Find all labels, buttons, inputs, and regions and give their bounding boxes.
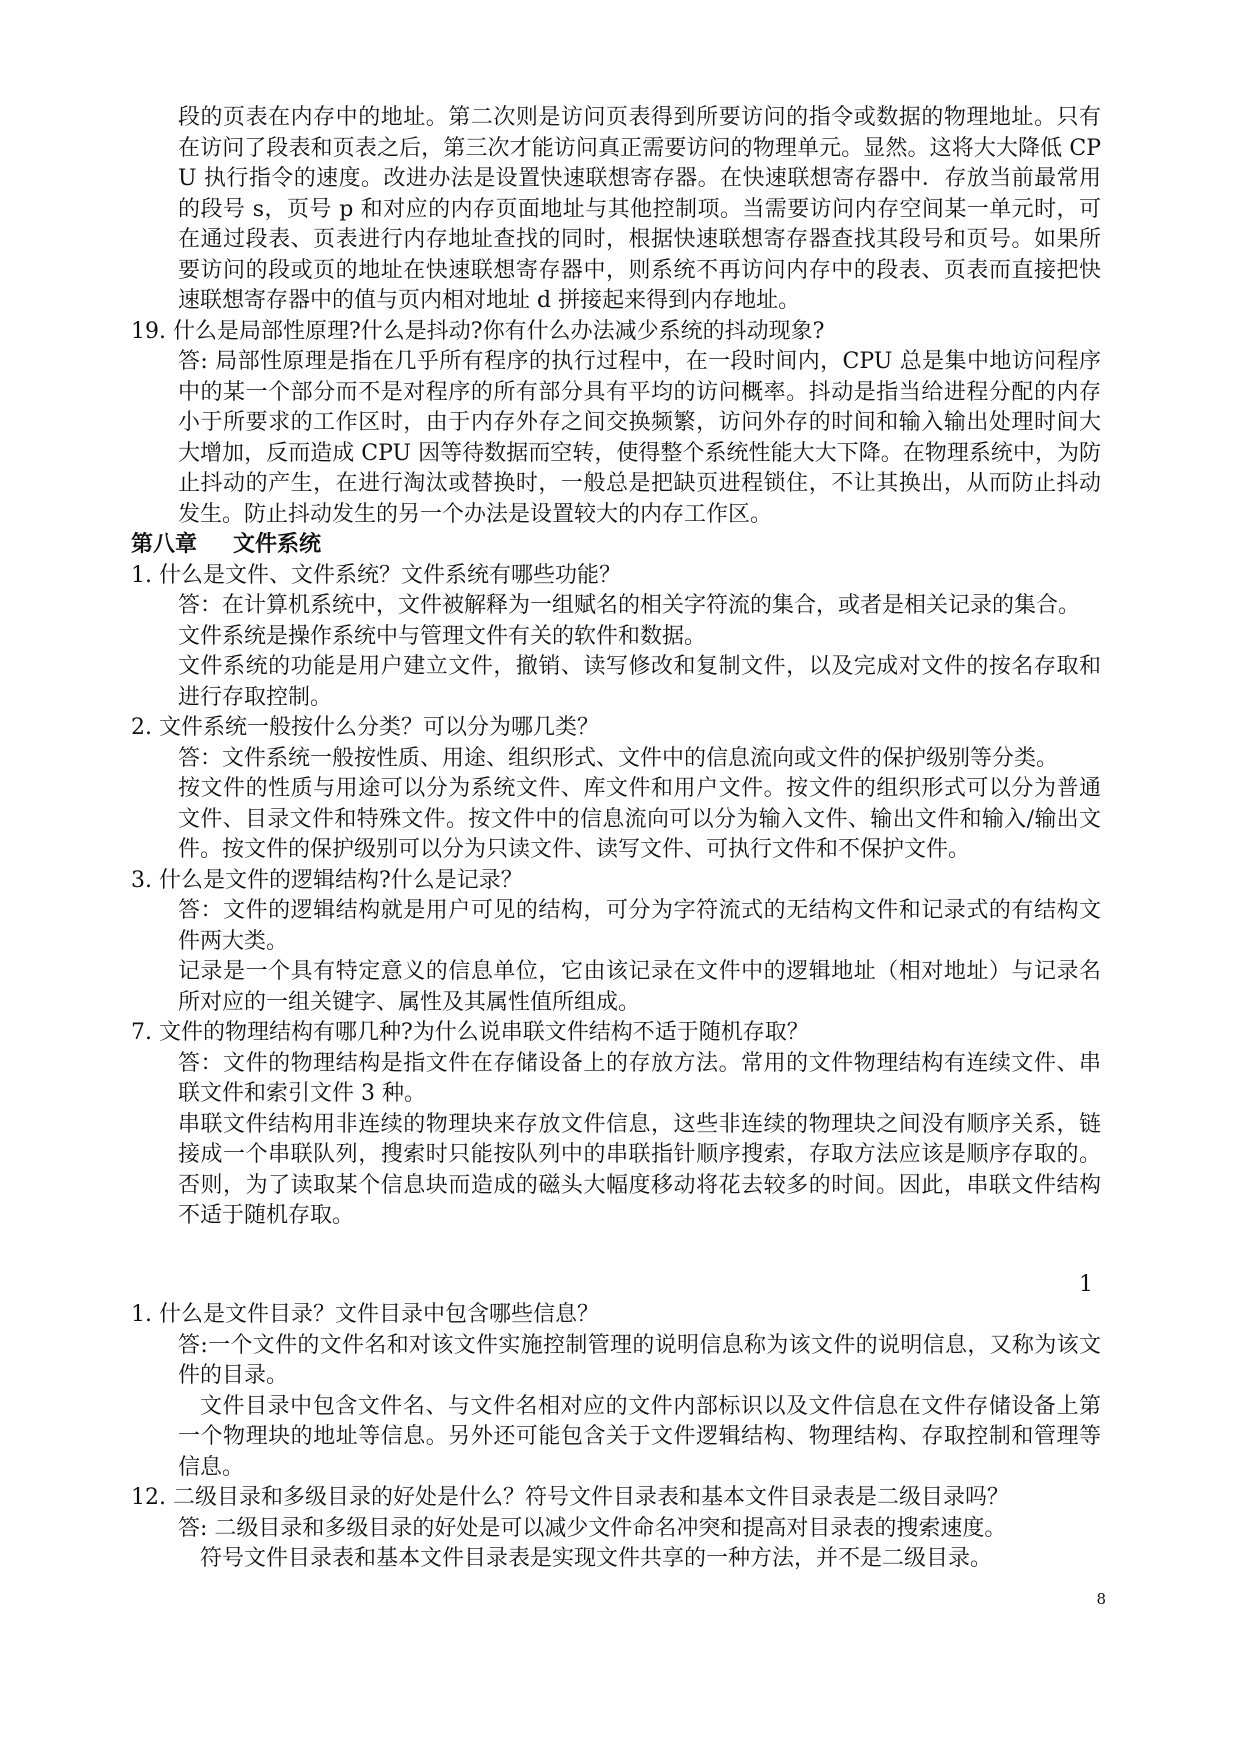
question-1: 1. 什么是文件、文件系统？文件系统有哪些功能？ [131,562,621,588]
answer-paragraph: 答: 局部性原理是指在几乎所有程序的执行过程中，在一段时间内，CPU 总是集中地访问程序中的某一个部分而不是对程序的所有部分具有平均的访问概率。抖动是指当给进程分配的内存小于所要求的工作区时，由于内存外存之间交换频繁，访问外存的时间和输入输出处理时间大大增加，反而造成 CPU 因等待数据而空转，使得整个系统性能大大下降。在物理系统中，为防止抖动的产生，在进行淘汰或替换时，一般总是把缺页进程锁住，不让其换出，从而防止抖动发生。防止抖动发生的另一个办法是设置较大的内存工作区。 [178,349,1101,527]
question-3: 3. 什么是文件的逻辑结构?什么是记录？ [131,867,523,893]
question-7: 7. 文件的物理结构有哪几种?为什么说串联文件结构不适于随机存取？ [131,1020,809,1045]
question-12: 12. 二级目录和多级目录的好处是什么？符号文件目录表和基本文件目录表是二级目录吗？ [131,1485,1009,1510]
answer-paragraph: 记录是一个具有特定意义的信息单位，它由该记录在文件中的逻辑地址（相对地址）与记录名所对应的一组关键字、属性及其属性值所组成。 [178,959,1101,1015]
question-1-directory: 1. 什么是文件目录？文件目录中包含哪些信息？ [131,1302,599,1327]
answer-paragraph: 文件目录中包含文件名、与文件名相对应的文件内部标识以及文件信息在文件存储设备上第一个物理块的地址等信息。另外还可能包含关于文件逻辑结构、物理结构、存取控制和管理等信息。 [178,1393,1101,1480]
inner-page-number: 1 [1079,1271,1093,1297]
answer-paragraph: 答：文件的物理结构是指文件在存储设备上的存放方法。常用的文件物理结构有连续文件、串联文件和索引文件 3 种。 [178,1050,1101,1106]
chapter-title: 文件系统 [233,532,322,557]
answer-paragraph: 按文件的性质与用途可以分为系统文件、库文件和用户文件。按文件的组织形式可以分为普通文件、目录文件和特殊文件。按文件中的信息流向可以分为输入文件、输出文件和输入/输出文件。按文件的保护级别可以分为只读文件、读写文件、可执行文件和不保护文件。 [178,776,1101,862]
question-2: 2. 文件系统一般按什么分类？可以分为哪几类？ [131,715,599,740]
answer-paragraph: 串联文件结构用非连续的物理块来存放文件信息，这些非连续的物理块之间没有顺序关系，链接成一个串联队列，搜索时只能按队列中的串联指针顺序搜索，存取方法应该是顺序存取的。否则，为了读取某个信息块而造成的磁头大幅度移动将花去较多的时间。因此，串联文件结构不适于随机存取。 [178,1111,1101,1228]
page-content [131,103,1101,1575]
answer-paragraph: 段的页表在内存中的地址。第二次则是访问页表得到所要访问的指令或数据的物理地址。只有在访问了段表和页表之后，第三次才能访问真正需要访问的物理单元。显然。这将大大降低 CPU 执行指令的速度。改进办法是设置快速联想寄存器。在快速联想寄存器中．存放当前最常用的段号 s，页号 p 和对应的内存页面地址与其他控制项。当需要访问内存空间某一单元时，可在通过段表、页表进行内存地址查找的同时，根据快速联想寄存器查找其段号和页号。如果所要访问的段或页的地址在快速联想寄存器中，则系统不再访问内存中的段表、页表而直接把快速联想寄存器中的值与页内相对地址 d 拼接起来得到内存地址。 [178,105,1101,313]
answer-paragraph: 答:一个文件的文件名和对该文件实施控制管理的说明信息称为该文件的说明信息，又称为该文件的目录。 [178,1332,1101,1388]
chapter-heading [131,530,1101,561]
answer-paragraph: 答：文件的逻辑结构就是用户可见的结构，可分为字符流式的无结构文件和记录式的有结构文件两大类。 [178,898,1101,954]
answer-paragraph: 文件系统的功能是用户建立文件，撤销、读写修改和复制文件，以及完成对文件的按名存取和进行存取控制。 [178,654,1101,710]
answer-paragraph: 符号文件目录表和基本文件目录表是实现文件共享的一种方法，并不是二级目录。 [200,1546,993,1571]
chapter-number: 第八章 [131,532,198,557]
answer-paragraph: 答: 二级目录和多级目录的好处是可以减少文件命名冲突和提高对目录表的搜索速度。 [178,1515,1007,1541]
answer-paragraph: 答：文件系统一般按性质、用途、组织形式、文件中的信息流向或文件的保护级别等分类。 [178,745,1059,771]
question-19: 19. 什么是局部性原理?什么是抖动?你有什么办法减少系统的抖动现象? [131,318,825,344]
page-number: 8 [1096,1590,1106,1608]
answer-paragraph: 答：在计算机系统中，文件被解释为一组赋名的相关字符流的集合，或者是相关记录的集合。 [178,593,1081,618]
answer-paragraph: 文件系统是操作系统中与管理文件有关的软件和数据。 [178,623,707,649]
